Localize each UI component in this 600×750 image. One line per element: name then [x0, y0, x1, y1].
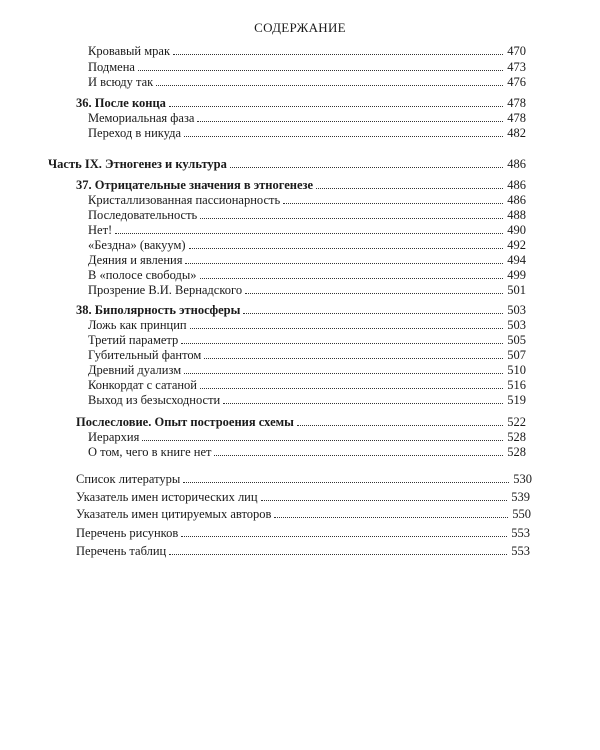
toc-entry[interactable] [88, 378, 526, 392]
toc-entry[interactable] [88, 223, 526, 237]
toc-entry[interactable] [88, 333, 526, 347]
toc-entry-label: Указатель имен исторических лиц [76, 490, 258, 504]
toc-entry-page: 507 [507, 348, 526, 362]
toc-entry[interactable] [88, 193, 526, 207]
toc-entry-page: 473 [507, 60, 526, 74]
leader-dots [138, 70, 503, 71]
leader-dots [183, 482, 509, 483]
toc-backmatter-entry[interactable] [76, 507, 531, 521]
leader-dots [214, 455, 503, 456]
toc-entry-label: Деяния и явления [88, 253, 183, 267]
toc-entry-label: Переход в никуда [88, 126, 182, 140]
leader-dots [245, 293, 503, 294]
toc-entry-page: 528 [507, 445, 526, 459]
leader-dots [185, 263, 503, 264]
toc-entry-label: 38. Биполярность этносферы [76, 303, 241, 317]
toc-entry-page: 510 [507, 363, 526, 377]
leader-dots [200, 388, 503, 389]
toc-entry-label: Губительный фантом [88, 348, 202, 362]
toc-entry[interactable] [88, 44, 526, 58]
toc-entry-label: Конкордат с сатаной [88, 378, 197, 392]
toc-backmatter-entry[interactable] [76, 544, 530, 558]
toc-backmatter-entry[interactable] [76, 526, 530, 540]
toc-entry-label: Часть IX. Этногенез и культура [48, 157, 227, 171]
toc-entry-label: «Бездна» (вакуум) [88, 238, 186, 252]
leader-dots [283, 203, 503, 204]
toc-entry-page: 516 [507, 378, 526, 392]
leader-dots [173, 54, 503, 55]
toc-entry-page: 482 [507, 126, 526, 140]
toc-entry-page: 494 [507, 253, 526, 267]
leader-dots [197, 121, 503, 122]
toc-entry-label: В «полосе свободы» [88, 268, 197, 282]
toc-entry-page: 486 [507, 157, 526, 171]
toc-entry-page: 478 [507, 111, 526, 125]
toc-entry-page: 476 [507, 75, 526, 89]
toc-entry-label: Последовательность [88, 208, 198, 222]
toc-entry-label: Кристаллизованная пассионарность [88, 193, 281, 207]
toc-entry-label: Подмена [88, 60, 135, 74]
toc-entry-page: 492 [507, 238, 526, 252]
toc-entry-label: Третий параметр [88, 333, 179, 347]
leader-dots [169, 106, 503, 107]
toc-entry-label: Нет! [88, 223, 113, 237]
toc-backmatter-entry[interactable] [76, 472, 532, 486]
leader-dots [181, 536, 507, 537]
toc-entry-label: 36. После конца [76, 96, 166, 110]
toc-entry-label: Указатель имен цитируемых авторов [76, 507, 272, 521]
toc-entry[interactable] [88, 430, 526, 444]
toc-backmatter-entry[interactable] [76, 490, 530, 504]
toc-entry-page: 490 [507, 223, 526, 237]
toc-chapter-entry[interactable] [76, 178, 526, 192]
toc-entry-page: 519 [507, 393, 526, 407]
leader-dots [230, 167, 503, 168]
toc-entry-page: 530 [513, 472, 532, 486]
toc-entry[interactable] [88, 75, 526, 89]
toc-entry[interactable] [88, 208, 526, 222]
leader-dots [142, 440, 503, 441]
leader-dots [184, 373, 503, 374]
leader-dots [297, 425, 503, 426]
leader-dots [204, 358, 503, 359]
toc-entry-page: 488 [507, 208, 526, 222]
leader-dots [200, 218, 503, 219]
toc-entry-page: 503 [507, 318, 526, 332]
toc-entry[interactable] [88, 238, 526, 252]
toc-entry-page: 486 [507, 193, 526, 207]
leader-dots [184, 136, 503, 137]
toc-entry-label: 37. Отрицательные значения в этногенезе [76, 178, 314, 192]
leader-dots [200, 278, 504, 279]
toc-entry[interactable] [88, 318, 526, 332]
page-title: СОДЕРЖАНИЕ [254, 20, 346, 35]
toc-entry-label: Перечень рисунков [76, 526, 179, 540]
toc-entry-label: Мемориальная фаза [88, 111, 195, 125]
leader-dots [156, 85, 503, 86]
toc-entry-label: Кровавый мрак [88, 44, 171, 58]
toc-entry-label: О том, чего в книге нет [88, 445, 212, 459]
leader-dots [274, 517, 508, 518]
toc-entry-label: Список литературы [76, 472, 181, 486]
toc-chapter-entry[interactable] [76, 415, 526, 429]
toc-entry-page: 499 [507, 268, 526, 282]
toc-entry-page: 501 [507, 283, 526, 297]
toc-part-entry[interactable] [48, 157, 526, 171]
toc-entry-page: 470 [507, 44, 526, 58]
leader-dots [190, 328, 504, 329]
toc-entry-page: 503 [507, 303, 526, 317]
toc-entry[interactable] [88, 253, 526, 267]
toc-entry[interactable] [88, 268, 526, 282]
toc-entry[interactable] [88, 393, 526, 407]
toc-entry[interactable] [88, 283, 526, 297]
toc-entry-page: 553 [511, 526, 530, 540]
toc-entry[interactable] [88, 445, 526, 459]
toc-entry[interactable] [88, 348, 526, 362]
toc-entry[interactable] [88, 111, 526, 125]
toc-entry-page: 478 [507, 96, 526, 110]
toc-entry-label: Выход из безысходности [88, 393, 221, 407]
toc-entry-label: И всюду так [88, 75, 154, 89]
toc-entry[interactable] [88, 60, 526, 74]
toc-entry-label: Прозрение В.И. Вернадского [88, 283, 243, 297]
toc-entry-label: Иерархия [88, 430, 140, 444]
toc-entry-page: 539 [511, 490, 530, 504]
leader-dots [189, 248, 504, 249]
leader-dots [169, 554, 507, 555]
leader-dots [181, 343, 503, 344]
toc-entry-page: 553 [511, 544, 530, 558]
toc-entry[interactable] [88, 363, 526, 377]
leader-dots [243, 313, 503, 314]
toc-entry-label: Послесловие. Опыт построения схемы [76, 415, 294, 429]
toc-entry-page: 528 [507, 430, 526, 444]
leader-dots [316, 188, 503, 189]
toc-chapter-entry[interactable] [76, 303, 526, 317]
toc-entry-page: 486 [507, 178, 526, 192]
leader-dots [261, 500, 508, 501]
toc-entry-page: 522 [507, 415, 526, 429]
toc-entry-page: 505 [507, 333, 526, 347]
toc-entry-label: Перечень таблиц [76, 544, 167, 558]
leader-dots [223, 403, 503, 404]
toc-entry-label: Древний дуализм [88, 363, 182, 377]
toc-entry[interactable] [88, 126, 526, 140]
leader-dots [115, 233, 503, 234]
toc-entry-page: 550 [512, 507, 531, 521]
toc-entry-label: Ложь как принцип [88, 318, 187, 332]
toc-chapter-entry[interactable] [76, 96, 526, 110]
